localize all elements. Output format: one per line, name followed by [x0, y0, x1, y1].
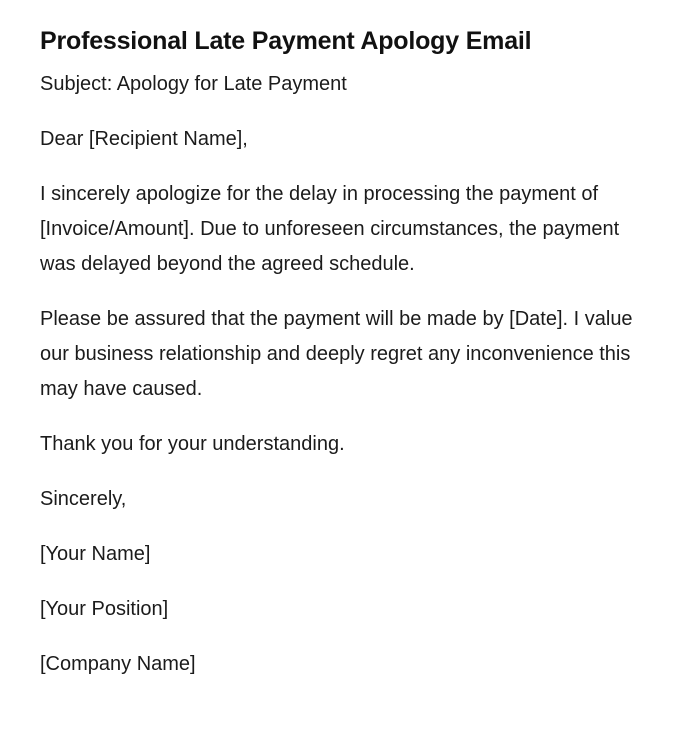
email-salutation: Dear [Recipient Name], [40, 128, 248, 150]
email-thanks-line: Thank you for your understanding. [40, 433, 345, 455]
email-template-document [40, 24, 640, 702]
email-body-paragraph-2: Please be assured that the payment will be made by [Date]. I value our business relationship and deeply regret any inconvenience this may have caused. [40, 308, 633, 400]
signature-company: [Company Name] [40, 653, 196, 675]
email-subject-line: Subject: Apology for Late Payment [40, 73, 347, 95]
document-title: Professional Late Payment Apology Email [40, 27, 532, 55]
email-closing: Sincerely, [40, 488, 127, 510]
signature-position: [Your Position] [40, 598, 169, 620]
email-body-paragraph-1: I sincerely apologize for the delay in processing the payment of [Invoice/Amount]. Due to unforeseen circumstances, the payment was delayed beyond the agreed schedule. [40, 183, 620, 275]
signature-name: [Your Name] [40, 543, 151, 565]
